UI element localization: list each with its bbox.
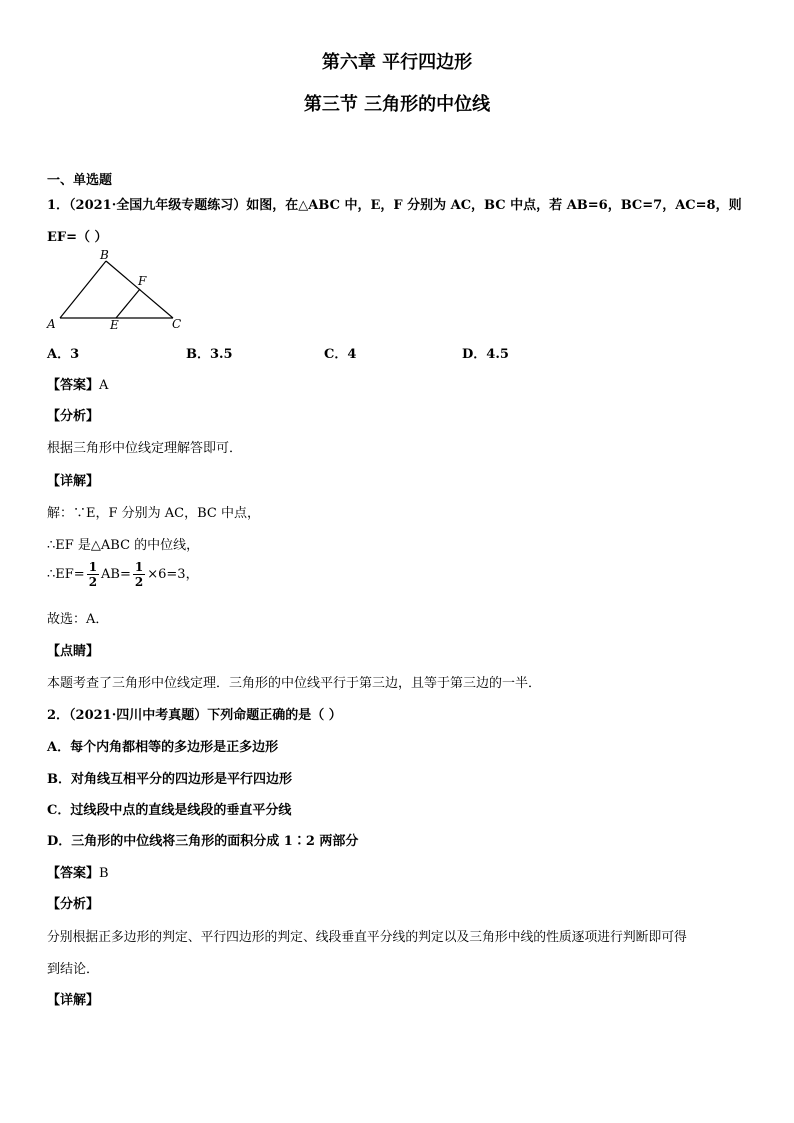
label-f: F [138,274,147,288]
side-ab [60,261,106,318]
q2-option-b: B．对角线互相平分的四边形是平行四边形 [47,772,292,787]
q1-analysis: 根据三角形中位线定理解答即可． [47,441,243,456]
fraction-half: $\frac{1}{2}$ [88,560,98,589]
q2-stem: 2．（2021·四川中考真题）下列命题正确的是（ ） [47,708,342,723]
q1-option-d: D．4.5 [462,347,509,362]
q1-detail-3: ∴EF= $\frac{1}{2}$ AB= $\frac{1}{2}$ ×6=3， [47,560,199,589]
q2-option-a: A．每个内角都相等的多边形是正多边形 [47,740,279,755]
section-title: 第三节 三角形的中位线 [303,94,491,115]
label-e: E [110,318,119,332]
q1-option-b: B．3.5 [186,347,233,362]
q1-option-a: A．3 [47,347,80,362]
q2-option-c: C．过线段中点的直线是线段的垂直平分线 [47,803,292,818]
triangle-figure [44,248,194,332]
q2-analysis-tag: 【分析】 [47,897,100,912]
fraction-half-2: $\frac{1}{2}$ [134,560,144,589]
label-c: C [172,317,182,331]
q2-analysis-line1: 分别根据正多边形的判定、平行四边形的判定、线段垂直平分线的判定以及三角形中线的性质逐项进行判断即可得 [47,930,687,945]
q2-analysis-line2: 到结论． [47,962,100,977]
q2-detail-tag: 【详解】 [47,993,100,1008]
section-label: 一、单选题 [47,173,113,188]
q1-analysis-tag: 【分析】 [47,409,100,424]
label-b: B [100,248,109,262]
q1-detail-1: 解：∵E，F 分别为 AC，BC 中点， [47,506,260,521]
q1-stem-line2: EF=（ ） [47,230,108,245]
q1-stem-line1: 1．（2021·全国九年级专题练习）如图，在△ABC 中，E，F 分别为 AC，BC 中点，若 AB=6，BC=7，AC=8，则 [47,198,742,213]
q2-option-d: D．三角形的中位线将三角形的面积分成 1∶2 两部分 [47,834,359,849]
label-a: A [47,317,56,331]
q1-comment: 本题考查了三角形中位线定理．三角形的中位线平行于第三边，且等于第三边的一半． [47,676,542,691]
chapter-title: 第六章 平行四边形 [321,52,473,73]
q2-answer: 【答案】B [47,866,109,881]
q1-answer: 【答案】A [47,378,109,393]
q1-detail-4: 故选：A． [47,612,109,627]
q1-option-c: C．4 [324,347,357,362]
q1-comment-tag: 【点睛】 [47,644,100,659]
q1-detail-2: ∴EF 是△ABC 的中位线， [47,538,200,553]
q1-detail-tag: 【详解】 [47,474,100,489]
segment-ef [116,289,140,318]
